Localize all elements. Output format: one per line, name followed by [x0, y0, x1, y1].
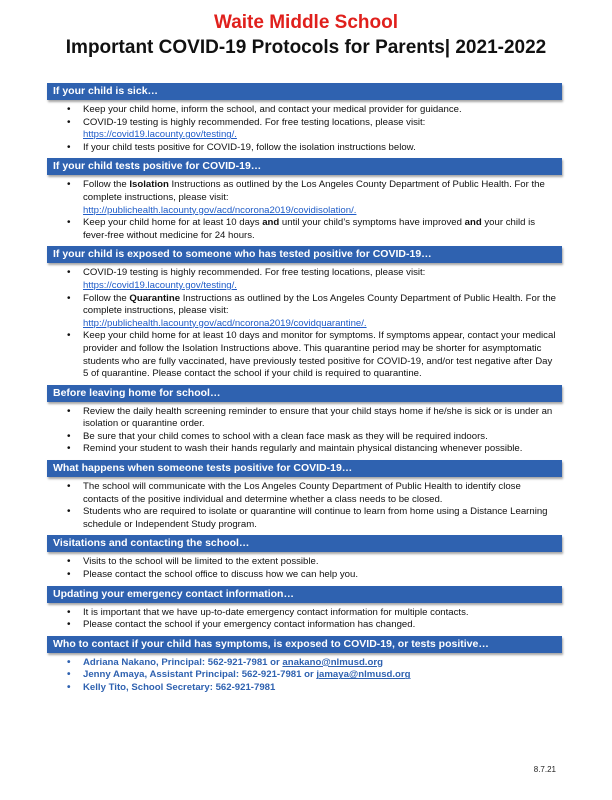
isolation-link[interactable]: http://publichealth.lacounty.gov/acd/ncorona2019/covidisolation/. [83, 204, 357, 216]
section-list-visitations [47, 556, 562, 581]
list-item: • Students who are required to isolate or quarantine will continue to learn from home using a Distance Learning schedule or Independent Study program. [47, 506, 562, 531]
list-item: • Please contact the school if your emergency contact information has changed. [47, 619, 562, 632]
section-list-emergency-contact [47, 607, 562, 632]
section-list-before-school [47, 406, 562, 456]
list-item-text: COVID-19 testing is highly recommended. For free testing locations, please visit: [83, 116, 426, 128]
list-item: • Keep your child home for at least 10 days and monitor for symptoms. If symptoms appear, contact your medical provider and follow the Isolation Instructions above. This quarantine period may be shorter for asymptomatic students who are fully vaccinated, have previously tested positive for COVID-19, and/or test negative after Day 5 of quarantine. Please contact the school if your child is required to quarantine. [47, 330, 562, 380]
list-item-text: your child is fever-free without medicine for 24 hours. [83, 217, 536, 241]
assistant-principal-email-link[interactable]: jamaya@nlmusd.org [316, 669, 411, 681]
section-heading-exposed: If your child is exposed to someone who has tested positive for COVID-19… [47, 246, 562, 263]
section-list-sick [47, 104, 562, 154]
contact-assistant-principal [47, 669, 562, 682]
quarantine-link[interactable]: http://publichealth.lacounty.gov/acd/ncorona2019/covidquarantine/. [83, 317, 367, 329]
section-heading-who-to-contact: Who to contact if your child has symptoms, is exposed to COVID-19, or tests positive… [47, 636, 562, 653]
section-list-exposed [47, 267, 562, 380]
list-item [47, 117, 562, 142]
list-item: • Be sure that your child comes to school with a clean face mask as they will be required indoors. [47, 431, 562, 444]
list-item-text: Instructions as outlined by the Los Angeles County Department of Public Health. For the complete instructions, please visit: [83, 292, 557, 317]
list-item-text: Keep your child home for at least 10 days [83, 217, 263, 229]
list-item: • Remind your student to wash their hands regularly and maintain physical distancing whenever possible. [47, 443, 562, 456]
list-item: • Keep your child home, inform the school, and contact your medical provider for guidance. [47, 104, 562, 117]
emphasis-text: and [262, 217, 280, 229]
emphasis-text: and [464, 217, 482, 229]
list-item-text: COVID-19 testing is highly recommended. For free testing locations, please visit: [83, 267, 426, 279]
contact-text: Adriana Nakano, Principal: 562-921-7981 or [83, 656, 283, 668]
contact-secretary: • Kelly Tito, School Secretary: 562-921-7981 [47, 682, 562, 695]
section-heading-before-school: Before leaving home for school… [47, 385, 562, 402]
list-item: • Review the daily health screening reminder to ensure that your child stays home if he/she is sick or is under an isolation or quarantine order. [47, 406, 562, 431]
list-item [47, 179, 562, 217]
section-list-positive [47, 179, 562, 242]
document-date: 8.7.21 [533, 765, 556, 774]
section-heading-visitations: Visitations and contacting the school… [47, 535, 562, 552]
contact-principal [47, 657, 562, 670]
list-item [47, 267, 562, 292]
testing-link[interactable]: https://covid19.lacounty.gov/testing/. [83, 279, 237, 291]
list-item [47, 293, 562, 331]
list-item: • If your child tests positive for COVID-19, follow the isolation instructions below. [47, 142, 562, 155]
principal-email-link[interactable]: anakano@nlmusd.org [282, 656, 383, 668]
contact-text: Jenny Amaya, Assistant Principal: 562-921-7981 or [83, 669, 317, 681]
list-item: • Visits to the school will be limited to the extent possible. [47, 556, 562, 569]
school-name: Waite Middle School [213, 12, 399, 33]
list-item-text: until your child’s symptoms have improved [279, 217, 465, 229]
list-item-text: Follow the [83, 179, 130, 191]
list-item: • It is important that we have up-to-date emergency contact information for multiple contacts. [47, 607, 562, 620]
list-item: • The school will communicate with the Los Angeles County Department of Public Health to identify close contacts of the positive individual and determine whether a class needs to be closed. [47, 481, 562, 506]
section-heading-positive: If your child tests positive for COVID-19… [47, 158, 562, 175]
isolation-term: Isolation [129, 179, 169, 191]
quarantine-term: Quarantine [129, 292, 181, 304]
list-item-text: Instructions as outlined by the Los Angeles County Department of Public Health. For the complete instructions, please visit: [83, 179, 545, 203]
document-title: Important COVID-19 Protocols for Parents| 2021-2022 [65, 37, 547, 58]
section-heading-emergency-contact: Updating your emergency contact information… [47, 586, 562, 603]
list-item-text: Follow the [83, 292, 130, 304]
document-content [47, 79, 562, 697]
section-heading-positive-case: What happens when someone tests positive for COVID-19… [47, 460, 562, 477]
testing-link[interactable]: https://covid19.lacounty.gov/testing/. [83, 129, 237, 141]
contact-list [47, 657, 562, 695]
list-item [47, 217, 562, 242]
list-item: • Please contact the school office to discuss how we can help you. [47, 569, 562, 582]
section-heading-sick: If your child is sick… [47, 83, 562, 100]
section-list-positive-case [47, 481, 562, 531]
